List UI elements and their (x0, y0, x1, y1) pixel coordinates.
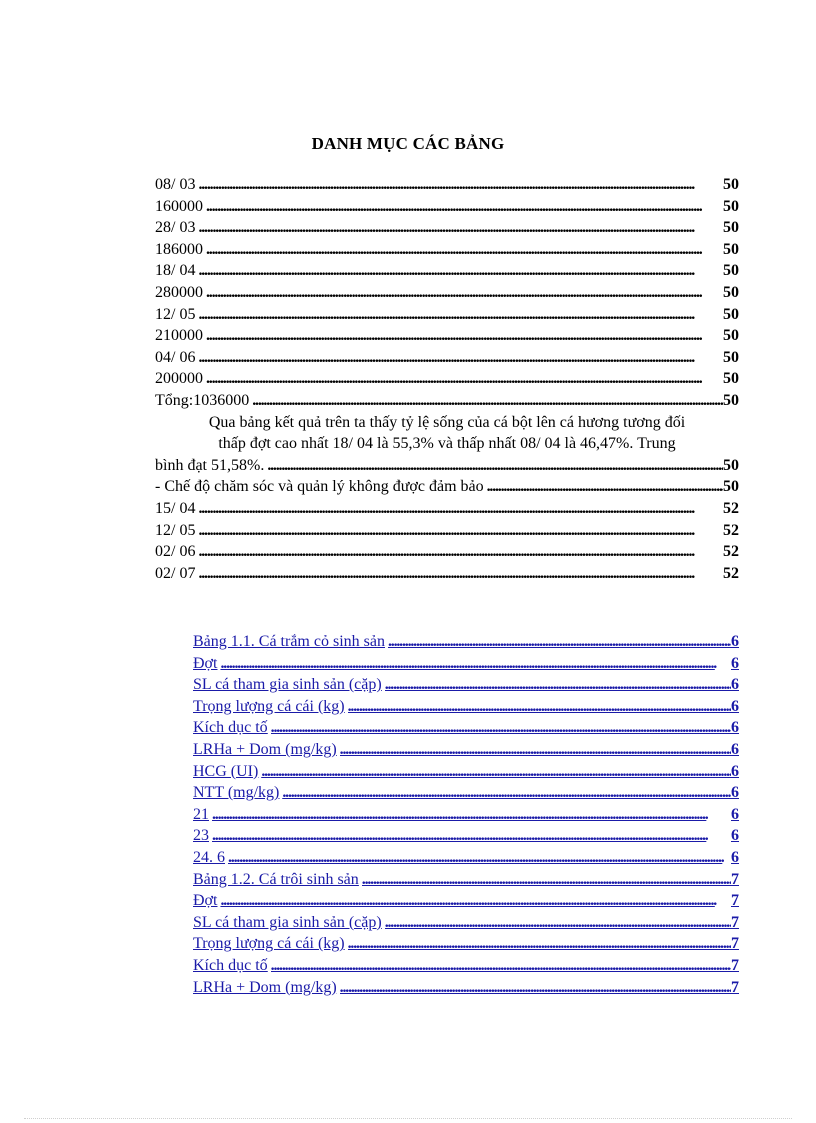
toc-leader-dots (198, 563, 723, 585)
toc-entry-page: 50 (723, 176, 739, 193)
toc-leader-dots (220, 653, 731, 675)
toc-entry-label: 04/ 06 (155, 348, 196, 366)
toc-leader-dots (261, 761, 731, 783)
summary-line-2: thấp đợt cao nhất 18/ 04 là 55,3% và thấp nhất 08/ 04 là 46,47%. Trung (218, 435, 676, 453)
toc-leader-dots (198, 217, 723, 239)
toc-leader-dots (206, 239, 723, 261)
toc-entry-label: NTT (mg/kg) (193, 784, 280, 802)
toc-entry-page: 50 (723, 240, 739, 258)
toc-entry-page: 6 (731, 784, 739, 802)
toc-entry[interactable] (155, 455, 739, 477)
toc-entry-label: Trọng lượng cá cái (kg) (193, 697, 345, 715)
toc-entry-page: 6 (731, 654, 739, 672)
toc-entry[interactable] (155, 260, 739, 282)
page-title: DANH MỤC CÁC BẢNG (311, 134, 505, 153)
toc-entry-label: LRHa + Dom (mg/kg) (193, 978, 337, 996)
toc-entry-label: 08/ 03 (155, 176, 196, 193)
toc-leader-dots (340, 977, 731, 999)
toc-leader-dots (271, 717, 731, 739)
toc-leader-dots (487, 476, 723, 498)
toc-entry-page: 50 (723, 348, 739, 366)
toc-entry-page: 6 (731, 697, 739, 715)
toc-entry[interactable] (155, 174, 739, 196)
toc-entry-page: 7 (731, 935, 739, 953)
toc-entry-page: 7 (731, 892, 739, 910)
table-list-linked (193, 631, 739, 998)
toc-entry-label: 160000 (155, 197, 203, 215)
toc-entry[interactable] (193, 631, 739, 653)
toc-entry[interactable] (193, 804, 739, 826)
toc-entry-page: 50 (723, 283, 739, 301)
toc-entry-label: 200000 (155, 370, 203, 388)
toc-entry[interactable] (193, 653, 739, 675)
toc-leader-dots (348, 696, 731, 718)
toc-entry[interactable] (155, 476, 739, 498)
toc-leader-dots (340, 739, 731, 761)
toc-entry-page: 52 (723, 564, 739, 582)
toc-entry[interactable] (155, 347, 739, 369)
toc-entry-label: 24. 6 (193, 848, 225, 866)
toc-entry[interactable] (193, 696, 739, 718)
toc-entry-label: Bảng 1.1. Cá trắm cỏ sinh sản (193, 633, 385, 650)
toc-entry[interactable] (193, 912, 739, 934)
toc-leader-dots (271, 955, 731, 977)
toc-entry[interactable] (193, 933, 739, 955)
toc-leader-dots (228, 847, 731, 869)
table-list-main (155, 174, 739, 584)
toc-entry-label: 28/ 03 (155, 219, 196, 237)
summary-line-1: Qua bảng kết quả trên ta thấy tỷ lệ sống của cá bột lên cá hương tương đối (208, 413, 686, 431)
toc-entry-page: 50 (723, 262, 739, 280)
toc-entry[interactable] (155, 239, 739, 261)
toc-entry-label: 21 (193, 805, 209, 823)
toc-leader-dots (385, 912, 731, 934)
toc-entry-page: 50 (723, 456, 739, 474)
toc-entry-label: LRHa + Dom (mg/kg) (193, 740, 337, 758)
summary-paragraph (155, 412, 739, 455)
toc-entry[interactable] (155, 520, 739, 542)
toc-leader-dots (252, 390, 723, 412)
toc-entry-label: 210000 (155, 327, 203, 345)
toc-entry-label: SL cá tham gia sinh sản (cặp) (193, 913, 382, 931)
toc-entry-page: 7 (731, 956, 739, 974)
toc-entry[interactable] (155, 498, 739, 520)
toc-leader-dots (198, 520, 723, 542)
toc-entry-label: Tổng:1036000 (155, 391, 250, 409)
toc-entry-label: Kích dục tố (193, 956, 268, 974)
toc-entry-page: 6 (731, 762, 739, 780)
toc-entry-label: 12/ 05 (155, 521, 196, 539)
toc-entry[interactable] (193, 739, 739, 761)
toc-entry-label: Trọng lượng cá cái (kg) (193, 935, 345, 953)
toc-entry[interactable] (193, 782, 739, 804)
toc-entry-page: 7 (731, 978, 739, 996)
toc-entry-label: Đợt (193, 654, 218, 672)
toc-entry[interactable] (155, 304, 739, 326)
toc-entry-label: 280000 (155, 283, 203, 301)
toc-entry[interactable] (155, 282, 739, 304)
toc-entry-page: 6 (731, 848, 739, 866)
toc-entry-page: 50 (723, 478, 739, 496)
toc-leader-dots (198, 347, 723, 369)
toc-entry[interactable] (193, 890, 739, 912)
toc-entry-label: 15/ 04 (155, 499, 196, 517)
toc-entry-label: 02/ 06 (155, 543, 196, 561)
toc-entry[interactable] (155, 196, 739, 218)
toc-entry-page: 6 (731, 633, 739, 650)
toc-leader-dots (206, 282, 723, 304)
toc-entry-page: 52 (723, 499, 739, 517)
toc-entry-page: 50 (723, 391, 739, 409)
toc-leader-dots (385, 674, 731, 696)
toc-entry-label: 18/ 04 (155, 262, 196, 280)
toc-entry-page: 6 (731, 719, 739, 737)
toc-entry[interactable] (193, 825, 739, 847)
toc-leader-dots (198, 498, 723, 520)
toc-leader-dots (198, 304, 723, 326)
toc-leader-dots (282, 782, 731, 804)
toc-entry[interactable] (193, 869, 739, 891)
toc-entry-label: - Chế độ chăm sóc và quản lý không được đảm bảo (155, 478, 484, 496)
toc-entry-page: 6 (731, 805, 739, 823)
toc-entry[interactable] (155, 368, 739, 390)
toc-entry-page: 52 (723, 543, 739, 561)
toc-entry-label: 23 (193, 827, 209, 845)
toc-entry-page: 6 (731, 827, 739, 845)
toc-entry[interactable] (155, 563, 739, 585)
toc-entry[interactable] (193, 977, 739, 999)
toc-entry-label: HCG (UI) (193, 762, 259, 780)
toc-leader-dots (206, 325, 723, 347)
page-bottom-border (24, 1118, 792, 1119)
toc-entry-page: 6 (731, 676, 739, 694)
toc-leader-dots (206, 196, 723, 218)
toc-leader-dots (206, 368, 723, 390)
toc-leader-dots (198, 260, 723, 282)
toc-entry[interactable] (193, 674, 739, 696)
toc-entry-label: Kích dục tố (193, 719, 268, 737)
toc-entry[interactable] (193, 955, 739, 977)
toc-entry-label: 02/ 07 (155, 564, 196, 582)
toc-leader-dots (212, 825, 731, 847)
toc-leader-dots (388, 631, 731, 653)
toc-leader-dots (198, 541, 723, 563)
toc-leader-dots (212, 804, 731, 826)
toc-entry-page: 6 (731, 740, 739, 758)
toc-entry-page: 50 (723, 197, 739, 215)
toc-entry-label: 186000 (155, 240, 203, 258)
toc-entry[interactable] (155, 541, 739, 563)
toc-entry[interactable] (193, 717, 739, 739)
toc-entry-label: 12/ 05 (155, 305, 196, 323)
toc-entry[interactable] (193, 847, 739, 869)
toc-entry-page: 7 (731, 913, 739, 931)
toc-entry-page: 50 (723, 370, 739, 388)
toc-entry-page: 50 (723, 327, 739, 345)
toc-entry-label: Bảng 1.2. Cá trôi sinh sản (193, 870, 359, 888)
toc-leader-dots (198, 174, 723, 196)
toc-entry[interactable] (155, 390, 739, 412)
toc-entry[interactable] (155, 217, 739, 239)
toc-leader-dots (348, 933, 731, 955)
toc-entry-page: 7 (731, 870, 739, 888)
toc-entry-label: Đợt (193, 892, 218, 910)
toc-entry-page: 50 (723, 219, 739, 237)
toc-leader-dots (220, 890, 731, 912)
toc-leader-dots (362, 869, 731, 891)
toc-entry[interactable] (155, 325, 739, 347)
toc-entry-page: 50 (723, 305, 739, 323)
toc-entry-page: 52 (723, 521, 739, 539)
toc-entry-label: SL cá tham gia sinh sản (cặp) (193, 676, 382, 694)
toc-entry-label: bình đạt 51,58%. (155, 456, 265, 474)
toc-leader-dots (267, 455, 723, 477)
toc-entry[interactable] (193, 761, 739, 783)
